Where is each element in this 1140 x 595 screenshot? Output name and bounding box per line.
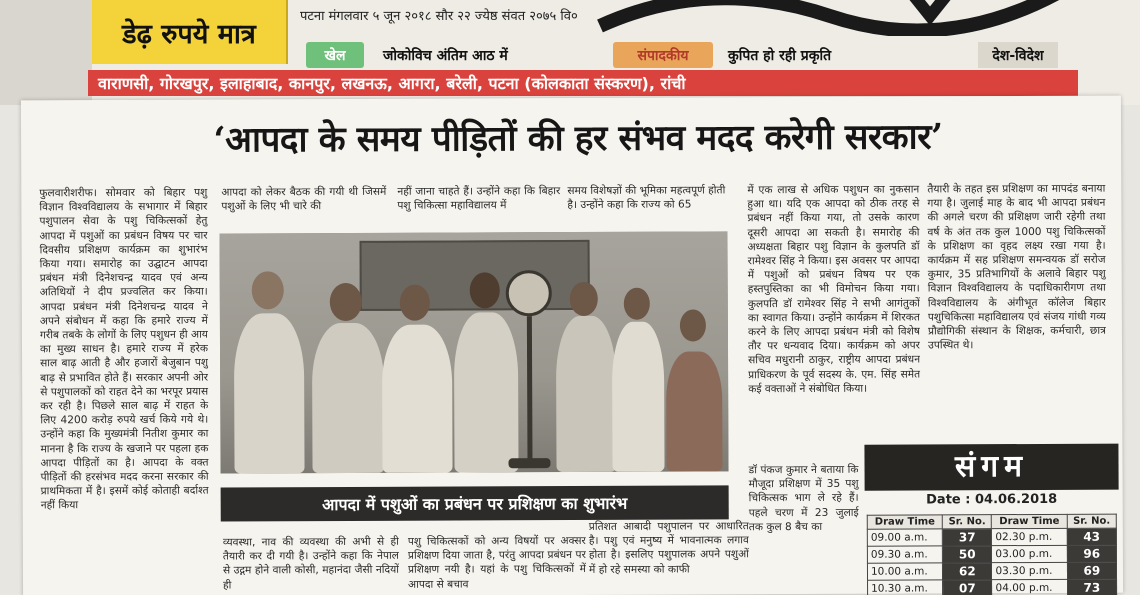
person-6 (612, 322, 665, 472)
header-sr-no: Sr. No. (942, 515, 991, 529)
draw-number: 69 (1067, 562, 1116, 579)
draw-number: 07 (943, 580, 992, 595)
draw-number: 43 (1067, 528, 1116, 545)
table-header-row (867, 514, 1116, 529)
draw-time: 10.00 a.m. (867, 563, 942, 580)
person-6-head (624, 288, 650, 320)
table-row (868, 579, 1117, 595)
article-column-4-bottom: प्रतिशत आबादी पशुपालन पर आधारित है। पशु एवं मनुष्य में भावनात्मक लगाव होता है। इसलिए पशुपालक अपने पशुओं में हो रहे समस्या को काफी (588, 520, 749, 576)
header-draw-time: Draw Time (867, 515, 942, 529)
person-2-head (330, 283, 362, 321)
ceremonial-lamp-icon (506, 270, 552, 316)
table-row (867, 528, 1116, 546)
masthead (0, 0, 1140, 105)
section-tag-sampadkiya: संपादकीय (613, 42, 713, 68)
article-column-3-top: नहीं जाना चाहते हैं। उन्होंने कहा कि बिहार पशु चिकित्सा महाविद्यालय में (397, 185, 561, 212)
person-7-head (680, 309, 706, 341)
person-5 (556, 316, 617, 472)
person-1-head (252, 271, 284, 309)
lottery-results-table (867, 514, 1117, 595)
section-tag-khel: खेल (306, 42, 364, 68)
table-row (867, 562, 1116, 580)
table-row (867, 545, 1116, 563)
draw-number: 62 (943, 563, 992, 580)
draw-time: 10.30 a.m. (868, 580, 943, 595)
person-7 (666, 351, 723, 471)
masthead-logo-fragment (590, 0, 1090, 36)
lottery-date: Date : 04.06.2018 (926, 491, 1058, 508)
person-1 (234, 313, 305, 473)
header-sr-no: Sr. No. (1067, 514, 1116, 528)
header-draw-time: Draw Time (992, 514, 1067, 528)
draw-number: 37 (942, 529, 991, 546)
dateline: पटना मंगलवार ५ जून २०१८ सौर २२ ज्येष्ठ संवत २०७५ वि० (300, 9, 578, 24)
article-column-6: तैयारी के तहत इस प्रशिक्षण का मापदंड बनाया गया है। जुलाई माह के बाद भी आपदा प्रबंधन की अगले चरण की प्रशिक्षण जारी रहेगी तथा वर्ष के अंत तक कुल 1000 पशु चिकित्सकों के प्रशिक्षण का वृहद लक्ष्य रखा गया है। कार्यक्रम में सह प्रशिक्षण समन्वयक डॉ सरोज कुमार, 35 प्रतिभागियों के अलावे बिहार पशु विज्ञान विश्वविद्यालय के पदाधिकारीगण तथा विश्वविद्यालय के अंगीभूत कॉलेज बिहार पशुचिकित्सा महाविद्यालय एवं संजय गांधी गव्य प्रौद्योगिकी संस्थान के शिक्षक, कर्मचारी, छात्र उपस्थित थे। (927, 182, 1106, 352)
article-column-1: फुलवारीशरीफ। सोमवार को बिहार पशु विज्ञान विश्वविद्यालय के सभागार में बिहार पशुपालन सेवा के पशु चिकित्सकों हेतु आपदा में पशुओं का प्रबंधन विषय पर चार दिवसीय प्रशिक्षण कार्यक्रम का शुभारंभ किया गया। समारोह का उद्घाटन आपदा प्रबंधन मंत्री दिनेशचन्द्र यादव एवं अन्य अतिथियों ने दीप प्रज्वलित कर किया। आपदा प्रबंधन मंत्री दिनेशचन्द्र यादव ने अपने संबोधन में कहा कि हमारे राज्य में गरीब तबके के लोगों के लिए पशुधन ही आय का मुख्य साधन है। हमारे राज्य में हरेक साल बाढ़ आती है और हजारों बेजुबान पशु बाढ़ से प्रभावित होते हैं। सरकार अपनी ओर से पशुपालकों को राहत देने का भरपूर प्रयास कर रही है। पिछले साल बाढ़ में राहत के लिए 4200 करोड़ रुपये खर्च किये गये थे। उन्होंने कहा कि मुख्यमंत्री नितीश कुमार का मानना है कि राज्य के खजाने पर पहला हक आपदा पीड़ितों का है। आपदा के वक्त पीड़ितों की हरसंभव मदद करना सरकार की प्राथमिकता में है। इसमें कोई कोताही बर्दाश्त नहीं किया (39, 186, 209, 512)
news-photo-lamp-lighting (220, 231, 729, 473)
draw-time: 03.30 p.m. (992, 562, 1067, 579)
person-3-head (400, 285, 430, 321)
draw-number: 73 (1067, 579, 1116, 595)
person-4-head (470, 272, 500, 308)
news-clipping (21, 96, 1123, 595)
article-column-2-bottom: व्यवस्था, नाव की व्यवस्था की अभी से ही तैयारी कर दी गयी है। उन्होंने कहा कि नेपाल से उद्गम होने वाली कोसी, महानंदा जैसी नदियों ही (222, 535, 400, 592)
draw-time: 09.30 a.m. (867, 546, 942, 563)
sangam-lottery-box (864, 444, 1119, 594)
draw-number: 96 (1067, 545, 1116, 562)
draw-time: 04.00 p.m. (992, 579, 1067, 595)
article-column-3-bottom: पशु चिकित्सकों को अन्य विषयों पर अक्सर प्रशिक्षण दिया जाता है, परंतु आपदा प्रबंधन पर प्रशिक्षण नयी है। यहां के पशु चिकित्सकों में आपदा से बचाव (407, 534, 586, 591)
draw-number: 50 (943, 546, 992, 563)
person-3 (382, 325, 453, 473)
person-4 (454, 312, 519, 472)
person-5-head (570, 282, 598, 316)
article-headline: ‘आपदा के समय पीड़ितों की हर संभव मदद करेगी सरकार’ (213, 116, 943, 161)
article-column-5: में एक लाख से अधिक पशुधन का नुकसान हुआ था। यदि एक आपदा को ठीक तरह से प्रबंधन नहीं किया गया, तो उसके कारण दूसरी आपदा आ सकती है। समारोह की अध्यक्षता बिहार पशु विज्ञान के कुलपति डॉ रामेश्वर सिंह ने किया। इस अवसर पर आपदा में पशुओं को प्रबंधन विषय पर एक हस्तपुस्तिका का भी विमोचन किया गया। कुलपति डॉ रामेश्वर सिंह ने सभी आगंतुकों का स्वागत किया। उन्होंने कार्यक्रम में शिरकत करने के लिए आपदा प्रबंधन मंत्री को विशेष तौर पर धन्यवाद दिया। कार्यक्रम को अपर सचिव मधुरानी ठाकुर, राष्ट्रीय आपदा प्रबंधन प्राधिकरण के पूर्व सदस्य के. एम. सिंह समेत कई वक्ताओं ने संबोधित किया। (747, 183, 921, 396)
edition-city-bar: वाराणसी, गोरखपुर, इलाहाबाद, कानपुर, लखनऊ, आगरा, बरेली, पटना (कोलकाता संस्करण), रांची (88, 70, 1078, 96)
lamp-base (508, 458, 550, 468)
draw-time: 02.30 p.m. (992, 528, 1067, 545)
price-box: डेढ़ रुपये मात्र (92, 0, 288, 64)
draw-time: 03.00 p.m. (992, 545, 1067, 562)
article-column-4-top: समय विशेषज्ञों की भूमिका महत्वपूर्ण होती है। उन्होंने कहा कि राज्य को 65 (567, 184, 726, 212)
teaser-sampadkiya: कुपित हो रही प्रकृति (728, 47, 832, 64)
section-tag-desh-videsh: देश-विदेश (978, 42, 1058, 68)
masthead-edge (0, 0, 92, 105)
draw-time: 09.00 a.m. (867, 529, 942, 546)
teaser-khel: जोकोविच अंतिम आठ में (383, 47, 508, 64)
person-2 (312, 323, 385, 473)
teaser-strip (288, 36, 1140, 72)
photo-caption: आपदा में पशुओं का प्रबंधन पर प्रशिक्षण का शुभारंभ (221, 485, 729, 521)
lottery-title: संगम (864, 444, 1118, 491)
article-column-2-top: आपदा को लेकर बैठक की गयी थी जिसमें पशुओं के लिए भी चारे की (221, 185, 387, 213)
lamp-stand (527, 316, 533, 466)
article-column-5-bottom: डॉ पंकज कुमार ने बताया कि मौजूदा प्रशिक्षण में 35 पशु चिकित्सक भाग ले रहे हैं। पहले चरण में 23 जुलाई तक कुल 8 बैच का (748, 463, 859, 534)
